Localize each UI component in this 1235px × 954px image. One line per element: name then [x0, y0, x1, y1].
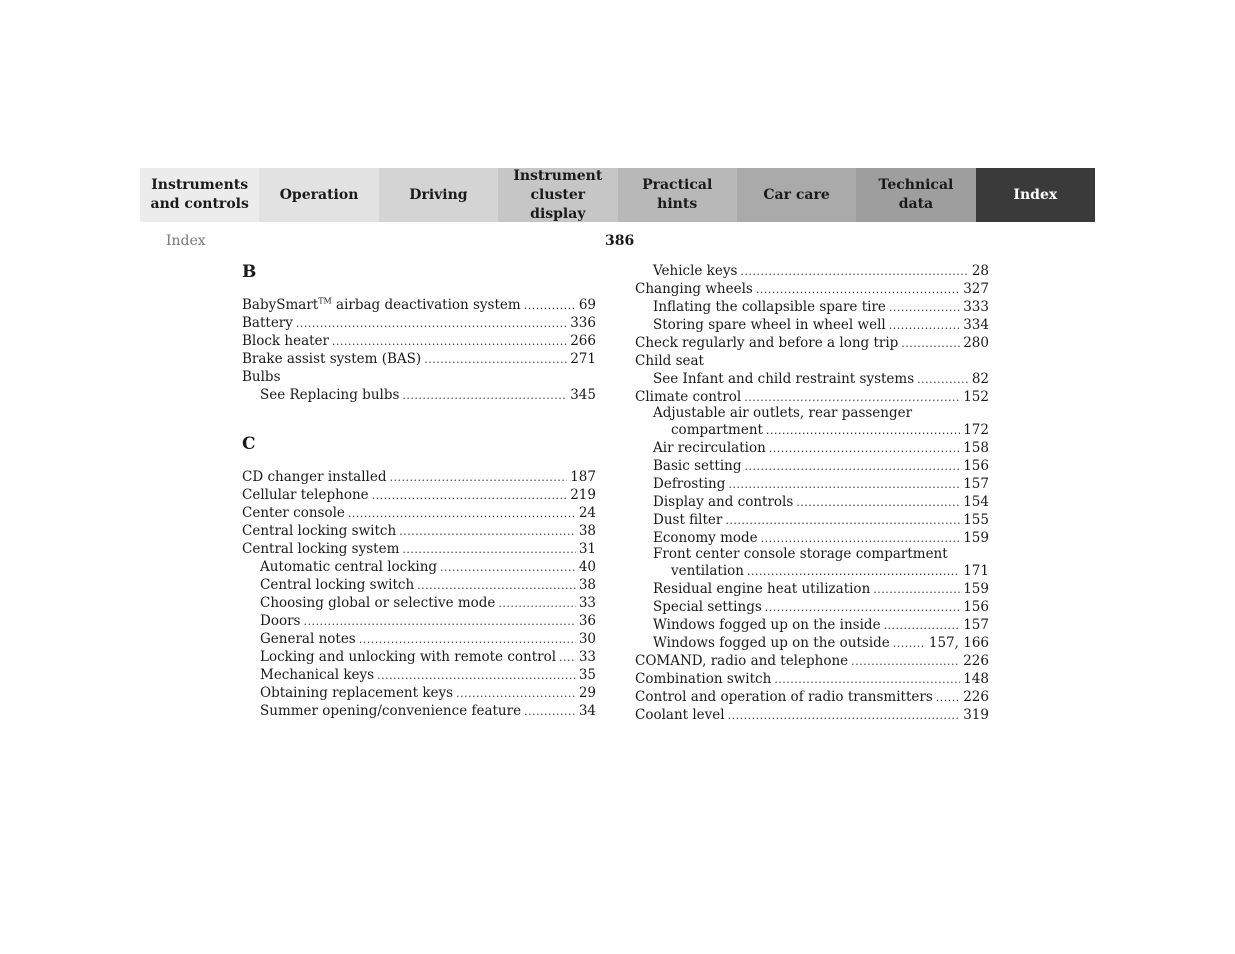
index-entry[interactable]	[635, 598, 989, 616]
entry-page: 280	[963, 335, 989, 351]
index-entry[interactable]	[635, 298, 989, 316]
dot-leader	[402, 386, 567, 405]
dot-leader	[332, 332, 567, 351]
entry-page: 154	[963, 494, 989, 510]
entry-page: 327	[963, 281, 989, 297]
entry-page: 171	[963, 563, 989, 579]
index-entry[interactable]	[635, 706, 989, 724]
entry-text: Combination switch	[635, 671, 772, 687]
entry-page: 158	[963, 440, 989, 456]
index-entry[interactable]	[242, 296, 596, 314]
index-entry[interactable]	[242, 350, 596, 368]
entry-text: CD changer installed	[242, 469, 387, 485]
index-entry[interactable]	[635, 511, 989, 529]
dot-leader	[765, 598, 960, 617]
index-entry[interactable]	[242, 702, 596, 720]
dot-leader	[359, 630, 576, 649]
dot-leader	[769, 439, 960, 458]
tab-driving[interactable]	[379, 168, 498, 222]
entry-page: 333	[963, 299, 989, 315]
dot-leader	[756, 280, 960, 299]
index-entry[interactable]	[635, 316, 989, 334]
entry-page: 157	[963, 476, 989, 492]
index-entry[interactable]	[635, 388, 989, 406]
index-entry[interactable]	[635, 439, 989, 457]
entry-text: Windows fogged up on the outside	[653, 635, 890, 651]
tab-label: Instruments	[151, 177, 249, 193]
index-entry[interactable]	[242, 648, 596, 666]
entry-text: Brake assist system (BAS)	[242, 351, 422, 367]
entry-text: Mechanical keys	[260, 667, 375, 683]
dot-leader	[873, 580, 960, 599]
entry-page: 159	[963, 530, 989, 546]
entry-page: 38	[578, 577, 596, 593]
entry-page: 148	[963, 671, 989, 687]
index-entry[interactable]	[635, 670, 989, 688]
index-column-right	[635, 262, 989, 724]
index-entry[interactable]	[635, 634, 989, 652]
tab-label: Driving	[409, 186, 468, 203]
index-entry[interactable]	[242, 332, 596, 350]
entry-text: Residual engine heat utilization	[653, 581, 871, 597]
dot-leader	[456, 684, 576, 703]
entry-page: 219	[570, 487, 596, 503]
entry-text: Climate control	[635, 389, 742, 405]
entry-text: Windows fogged up on the inside	[653, 617, 881, 633]
index-entry[interactable]	[635, 280, 989, 298]
dot-leader	[728, 706, 961, 725]
entry-text: See Infant and child restraint systems	[653, 371, 915, 387]
dot-leader	[745, 457, 961, 476]
tab-label: Car care	[763, 186, 830, 203]
entry-page: 31	[578, 541, 596, 557]
entry-page: 336	[570, 315, 596, 331]
dot-leader	[774, 670, 960, 689]
dot-leader	[377, 666, 576, 685]
entry-text: Choosing global or selective mode	[260, 595, 496, 611]
entry-text: Control and operation of radio transmitters	[635, 689, 933, 705]
index-entry[interactable]	[242, 486, 596, 504]
entry-page: 157, 166	[928, 635, 989, 651]
dot-leader	[417, 576, 576, 595]
index-entry[interactable]	[242, 558, 596, 576]
trademark-sup: TM	[318, 296, 332, 306]
entry-page: 33	[578, 649, 596, 665]
entry-page: 334	[963, 317, 989, 333]
entry-text: Obtaining replacement keys	[260, 685, 454, 701]
entry-text: Locking and unlocking with remote control	[260, 649, 557, 665]
entry-page: 345	[570, 387, 596, 403]
index-entry[interactable]	[635, 334, 989, 352]
index-entry[interactable]	[242, 468, 596, 486]
entry-text: See Replacing bulbs	[260, 387, 400, 403]
dot-leader	[884, 616, 961, 635]
dot-leader	[348, 504, 576, 523]
index-heading-bulbs: Bulbs	[242, 369, 281, 385]
entry-text: Coolant level	[635, 707, 725, 723]
entry-text: BabySmart™ airbag deactivation system	[242, 296, 521, 313]
index-entry[interactable]	[242, 630, 596, 648]
entry-page: 226	[963, 653, 989, 669]
dot-leader	[424, 350, 567, 369]
index-entry[interactable]	[635, 529, 989, 547]
dot-leader	[559, 648, 576, 667]
entry-text: Summer opening/convenience feature	[260, 703, 522, 719]
tab-technical-data[interactable]	[856, 168, 975, 222]
entry-page: 271	[570, 351, 596, 367]
dot-leader	[303, 612, 575, 631]
index-entry[interactable]	[635, 688, 989, 706]
entry-page: 187	[570, 469, 596, 485]
entry-page: 34	[578, 703, 596, 719]
entry-text: Cellular telephone	[242, 487, 369, 503]
entry-page: 24	[578, 505, 596, 521]
dot-leader	[524, 702, 576, 721]
index-entry[interactable]	[242, 522, 596, 540]
dot-leader	[889, 298, 960, 317]
tab-instrument-cluster-display[interactable]	[498, 168, 617, 222]
tab-label: Technical	[878, 177, 954, 193]
index-entry[interactable]	[635, 652, 989, 670]
dot-leader	[402, 540, 575, 559]
tab-index[interactable]	[976, 168, 1095, 222]
entry-text: Inflating the collapsible spare tire	[653, 299, 886, 315]
dot-leader	[747, 562, 960, 581]
entry-page: 28	[971, 263, 989, 279]
entry-text: Basic setting	[653, 458, 742, 474]
entry-text: Display and controls	[653, 494, 794, 510]
index-entry[interactable]	[635, 580, 989, 598]
entry-text: Special settings	[653, 599, 762, 615]
entry-page: 159	[963, 581, 989, 597]
dot-leader	[851, 652, 960, 671]
index-entry[interactable]	[242, 684, 596, 702]
dot-leader	[498, 594, 575, 613]
entry-page: 319	[963, 707, 989, 723]
section-tabs	[140, 168, 1095, 222]
index-entry[interactable]	[242, 386, 596, 404]
entry-text: Battery	[242, 315, 293, 331]
index-entry-wrapped-cont[interactable]	[635, 421, 989, 439]
dot-leader	[917, 370, 969, 389]
index-entry[interactable]	[242, 576, 596, 594]
dot-leader	[901, 334, 960, 353]
entry-page: 172	[963, 422, 989, 438]
entry-text: Check regularly and before a long trip	[635, 335, 899, 351]
entry-text: ventilation	[671, 563, 744, 579]
tab-label-line2: cluster display	[530, 186, 586, 222]
index-entry-wrapped[interactable]: Adjustable air outlets, rear passenger	[653, 405, 913, 421]
entry-text: Central locking switch	[260, 577, 415, 593]
dot-leader	[728, 475, 960, 494]
index-entry[interactable]	[242, 594, 596, 612]
index-entry-wrapped-cont[interactable]	[635, 562, 989, 580]
tab-label: Index	[1013, 186, 1058, 203]
index-entry[interactable]	[635, 457, 989, 475]
entry-text: Central locking switch	[242, 523, 397, 539]
entry-text: Dust filter	[653, 512, 723, 528]
page-number: 386	[605, 233, 635, 249]
dot-leader	[524, 296, 576, 315]
entry-text: compartment	[671, 422, 763, 438]
entry-page: 30	[578, 631, 596, 647]
entry-text: Automatic central locking	[260, 559, 438, 575]
dot-leader	[766, 421, 960, 440]
tab-instruments-and-controls[interactable]	[140, 168, 259, 222]
page-section-label: Index	[166, 233, 206, 249]
dot-leader	[399, 522, 576, 541]
entry-page: 38	[578, 523, 596, 539]
dot-leader	[796, 493, 960, 512]
entry-text: Economy mode	[653, 530, 758, 546]
section-letter-c: C	[242, 434, 256, 454]
dot-leader	[893, 634, 926, 653]
entry-text: Defrosting	[653, 476, 726, 492]
index-entry[interactable]	[635, 616, 989, 634]
entry-text: Vehicle keys	[653, 263, 738, 279]
entry-page: 226	[963, 689, 989, 705]
dot-leader	[440, 558, 576, 577]
entry-text: General notes	[260, 631, 356, 647]
tab-label-line2: data	[898, 196, 934, 212]
index-entry[interactable]	[242, 314, 596, 332]
dot-leader	[372, 486, 568, 505]
entry-page: 157	[963, 617, 989, 633]
index-entry[interactable]	[242, 504, 596, 522]
section-letter-b: B	[242, 262, 257, 282]
index-entry[interactable]	[635, 493, 989, 511]
entry-text: Doors	[260, 613, 301, 629]
index-entry[interactable]	[635, 262, 989, 280]
entry-text: Changing wheels	[635, 281, 753, 297]
entry-page: 36	[578, 613, 596, 629]
index-entry[interactable]	[242, 540, 596, 558]
entry-text: COMAND, radio and telephone	[635, 653, 849, 669]
entry-text: Air recirculation	[653, 440, 766, 456]
index-entry[interactable]	[635, 475, 989, 493]
tab-label-line2: and controls	[150, 196, 249, 212]
entry-text: Center console	[242, 505, 345, 521]
entry-text: Block heater	[242, 333, 329, 349]
index-heading-child-seat: Child seat	[635, 353, 704, 369]
tab-car-care[interactable]	[737, 168, 856, 222]
entry-text: Central locking system	[242, 541, 400, 557]
entry-page: 40	[578, 559, 596, 575]
tab-practical-hints[interactable]	[618, 168, 737, 222]
entry-page: 35	[578, 667, 596, 683]
dot-leader	[296, 314, 567, 333]
tab-label: Operation	[279, 186, 359, 203]
entry-page: 266	[570, 333, 596, 349]
dot-leader	[740, 262, 968, 281]
tab-operation[interactable]	[259, 168, 378, 222]
entry-page: 156	[963, 599, 989, 615]
entry-page: 155	[963, 512, 989, 528]
entry-text: Storing spare wheel in wheel well	[653, 317, 886, 333]
index-entry-wrapped[interactable]: Front center console storage compartment	[653, 546, 948, 562]
entry-page: 69	[578, 297, 596, 313]
entry-page: 152	[963, 389, 989, 405]
dot-leader	[390, 468, 568, 487]
dot-leader	[889, 316, 961, 335]
tab-label: Practical hints	[642, 177, 713, 212]
dot-leader	[936, 688, 960, 707]
dot-leader	[725, 511, 960, 530]
tab-label: Instrument	[513, 167, 603, 184]
index-column-left	[242, 262, 596, 720]
entry-page: 33	[578, 595, 596, 611]
index-entry[interactable]	[242, 612, 596, 630]
entry-page: 156	[963, 458, 989, 474]
index-entry[interactable]	[242, 666, 596, 684]
index-entry[interactable]	[635, 370, 989, 388]
entry-page: 29	[578, 685, 596, 701]
entry-page: 82	[971, 371, 989, 387]
